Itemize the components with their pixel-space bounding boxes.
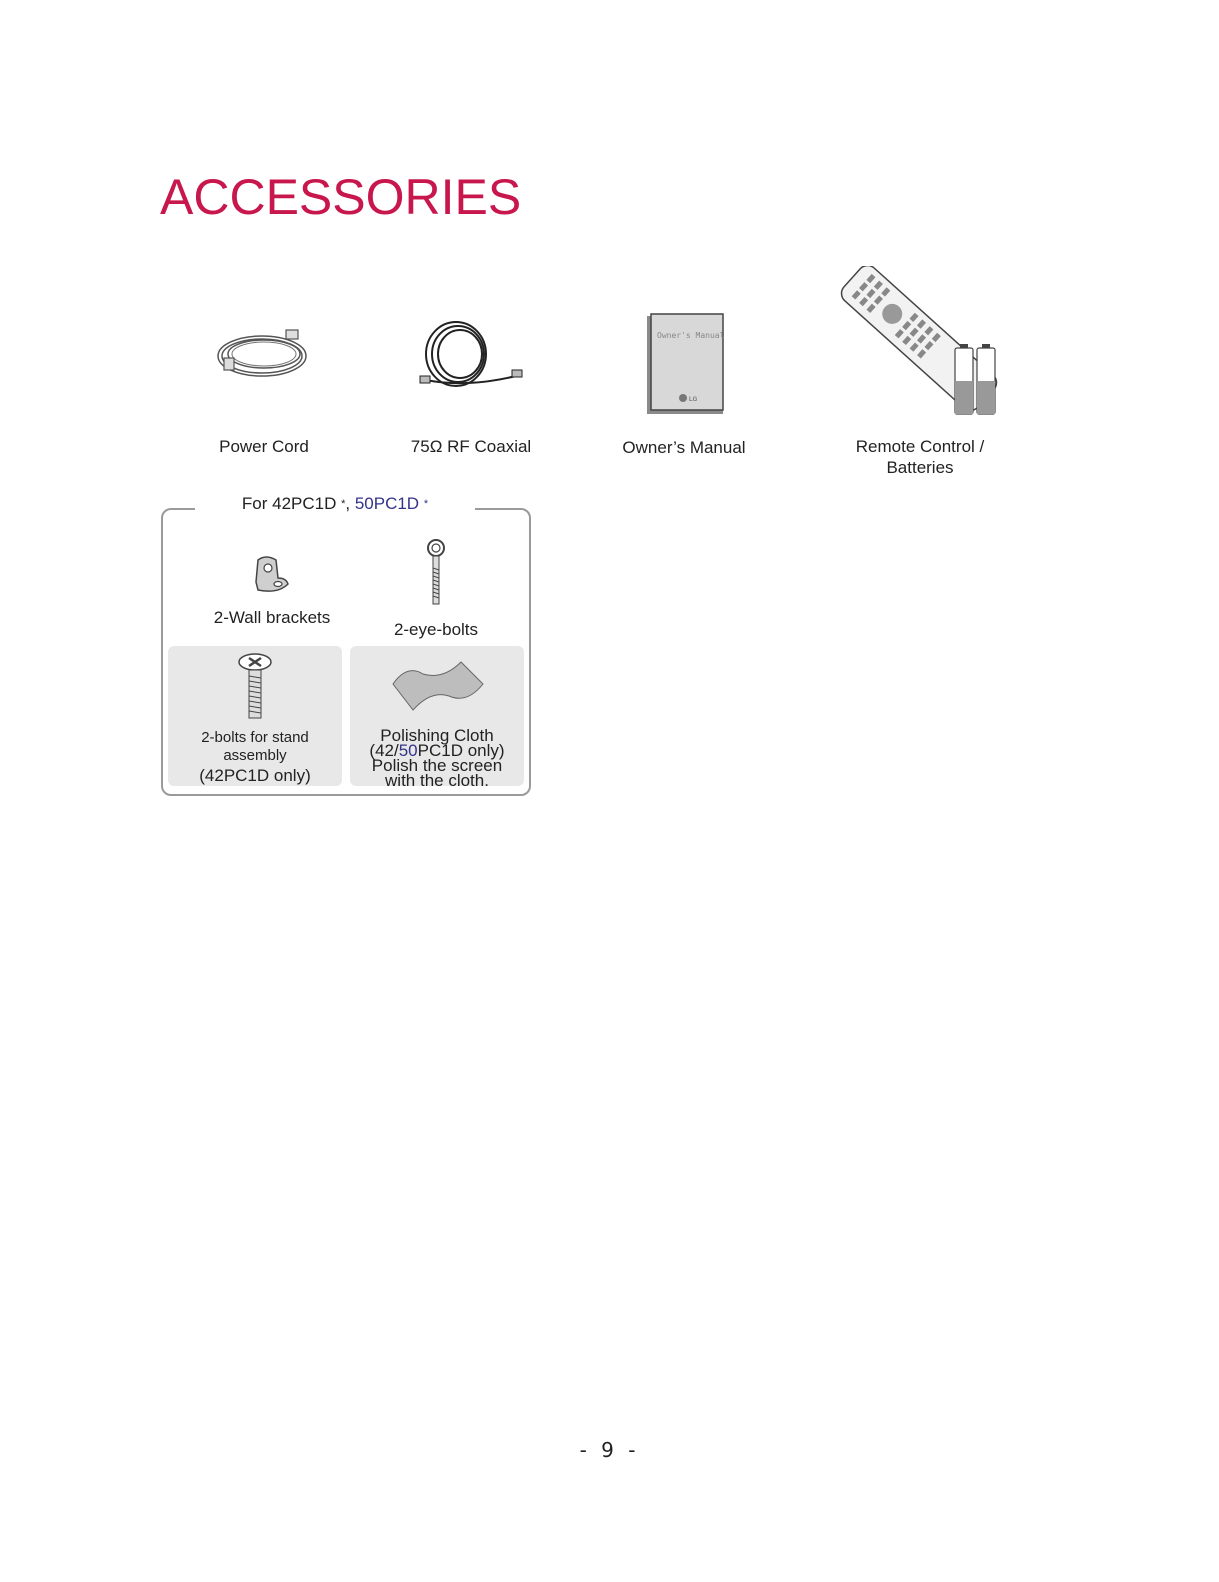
accessory-power-cord xyxy=(200,318,328,478)
accessory-label: Owner’s Manual xyxy=(622,438,746,457)
wall-bracket-icon xyxy=(248,552,296,596)
accessory-label-line1: Remote Control / xyxy=(855,437,985,456)
polishing-cloth-item xyxy=(350,646,524,790)
manual-book-icon xyxy=(643,312,725,416)
accessory-label: Power Cord xyxy=(219,437,309,456)
cloth-label-line4: with the cloth. xyxy=(385,771,489,790)
cloth-icon xyxy=(387,656,487,712)
eye-bolts-item xyxy=(370,538,502,638)
remote-control-icon xyxy=(835,266,1005,418)
stand-bolts-label-line2: (42PC1D only) xyxy=(199,766,311,785)
accessory-label: 75Ω RF Coaxial xyxy=(410,437,532,456)
screw-icon xyxy=(235,652,275,722)
accessory-remote xyxy=(820,266,1020,482)
accessory-coaxial xyxy=(400,318,542,478)
accessory-label-line2: Batteries xyxy=(886,458,954,477)
model-box-label: For 42PC1D *, 50PC1D * xyxy=(195,493,475,517)
page-number: - 9 - xyxy=(579,1438,640,1462)
wall-brackets-label: 2-Wall brackets xyxy=(213,608,331,627)
svg-text:Owner's Manual: Owner's Manual xyxy=(657,331,725,340)
stand-bolts-item xyxy=(168,646,342,786)
svg-text:LG: LG xyxy=(689,397,698,403)
stand-bolts-label-line1: 2-bolts for stand assembly xyxy=(201,729,309,764)
eye-bolts-label: 2-eye-bolts xyxy=(393,620,479,639)
cloth-label-line2: (42/50PC1D only) xyxy=(369,741,505,760)
accessory-manual xyxy=(610,312,758,472)
coaxial-cable-icon xyxy=(416,318,526,396)
cloth-label-line1: Polishing Cloth xyxy=(380,726,494,745)
power-cord-icon xyxy=(214,318,314,388)
page-title: ACCESSORIES xyxy=(160,169,522,225)
eye-bolt-icon xyxy=(421,538,451,606)
wall-brackets-item xyxy=(200,552,344,632)
cloth-label-line3: Polish the screen xyxy=(371,756,503,775)
